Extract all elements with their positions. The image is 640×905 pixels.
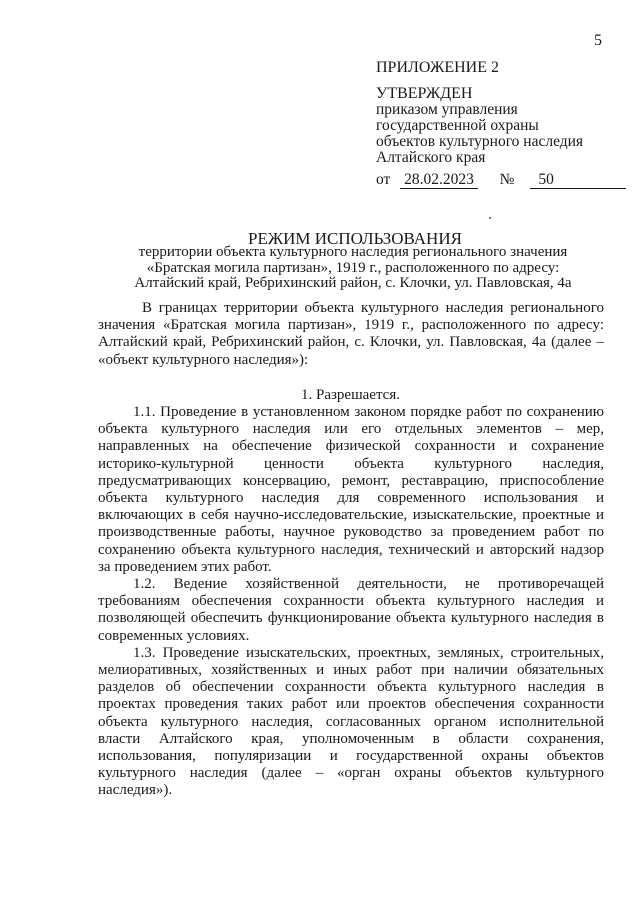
order-line <box>376 172 626 189</box>
intro-paragraph <box>98 300 604 369</box>
scan-speck <box>489 217 491 219</box>
document-title: РЕЖИМ ИСПОЛЬЗОВАНИЯ <box>248 229 462 248</box>
approval-line: объектов культурного наследия <box>376 133 584 150</box>
approval-line: государственной охраны <box>376 117 539 134</box>
approval-line: Алтайского края <box>376 149 486 166</box>
section-items <box>98 404 604 800</box>
approval-line: приказом управления <box>376 101 518 118</box>
intro-text: В границах территории объекта культурного наследия регионального значения «Братская могила партизан», 1919 г., расположенного по адресу: Алтайский край, Ребрихинский район, с. Клочки, ул. Павловская, 4а (далее – «объект культурного наследия»): <box>98 300 604 368</box>
section-heading: 1. Разрешается. <box>301 387 400 403</box>
list-item: 1.3. Проведение изыскательских, проектных, земляных, строительных, мелиоративных, хозяйственных и иных работ при наличии обязательных разделов об обеспечении сохранности объекта культурного наследия в проектах проведения таких работ или проектов обеспечения сохранности объекта культурного наследия, согласованных органом исполнительной власти Алтайского края, уполномоченным в области сохранения, использования, популяризации и государственной охраны объектов культурного наследия (далее – «орган охраны объектов культурного наследия»). <box>98 644 604 799</box>
document-subtitle: территории объекта культурного наследия регионального значения «Братская могила партизан», 1919 г., расположенного по адресу: Алтайский край, Ребрихинский район, с. Клочки, ул. Павловская, 4а <box>134 244 572 291</box>
approval-block <box>376 60 626 189</box>
order-date: 28.02.2023 <box>400 172 477 189</box>
approved-label: УТВЕРЖДЕН <box>376 85 473 102</box>
from-label: от <box>376 171 391 188</box>
number-sign: № <box>499 171 515 188</box>
list-item: 1.1. Проведение в установленном законом порядке работ по сохранению объекта культурного наследия или его отдельных элементов – мер, направленных на обеспечение физической сохранности и сохранение историко-культурной ценности объекта культурного наследия, предусматривающих консервацию, ремонт, реставрацию, приспособление объекта культурного наследия для современного использования и включающих в себя научно-исследовательские, изыскательские, проектные и производственные работы, научное руководство за проведением работ по сохранению объекта культурного наследия, технический и авторский надзор за проведением этих работ. <box>98 404 604 575</box>
list-item: 1.2. Ведение хозяйственной деятельности, не противоречащей требованиям обеспечения сохранности объекта культурного наследия и позволяющей обеспечить функционирование объекта культурного наследия в современных условиях. <box>98 576 604 644</box>
appendix-label: ПРИЛОЖЕНИЕ 2 <box>376 59 500 76</box>
page-number: 5 <box>594 32 602 49</box>
order-number: 50 <box>530 172 626 189</box>
